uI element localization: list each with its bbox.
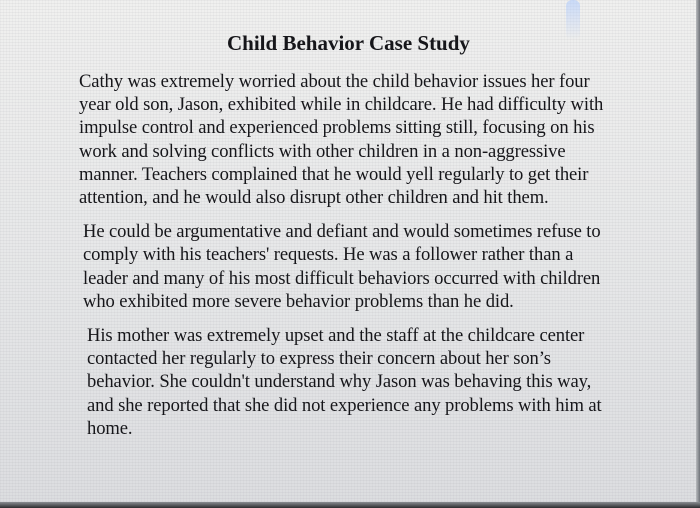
paragraph-1: Cathy was extremely worried about the child behavior issues her four year old son, Jason, exhibited while in childcare. He had difficulty with impulse control and experienced problems sitting still, focusing on his work and solving conflicts with other children in a non-aggressive manner. Teachers complained that he would yell regularly to get their attention, and he would also disrupt other children and hit them. (79, 71, 604, 209)
monitor-bezel-bottom (0, 502, 700, 508)
paragraph-3: His mother was extremely upset and the staff at the childcare center contacted her regularly to express their concern about her son’s behavior. She couldn't understand why Jason was behaving this way, and she reported that she did not experience any problems with him at home. (87, 325, 602, 439)
monitor-bezel-right (696, 0, 700, 508)
case-study-document (79, 30, 619, 451)
document-title: Child Behavior Case Study (227, 31, 470, 55)
paragraph-2: He could be argumentative and defiant and would sometimes refuse to comply with his teachers' requests. He was a follower rather than a leader and many of his most difficult behaviors occurred with children who exhibited more severe behavior problems than he did. (83, 221, 601, 312)
